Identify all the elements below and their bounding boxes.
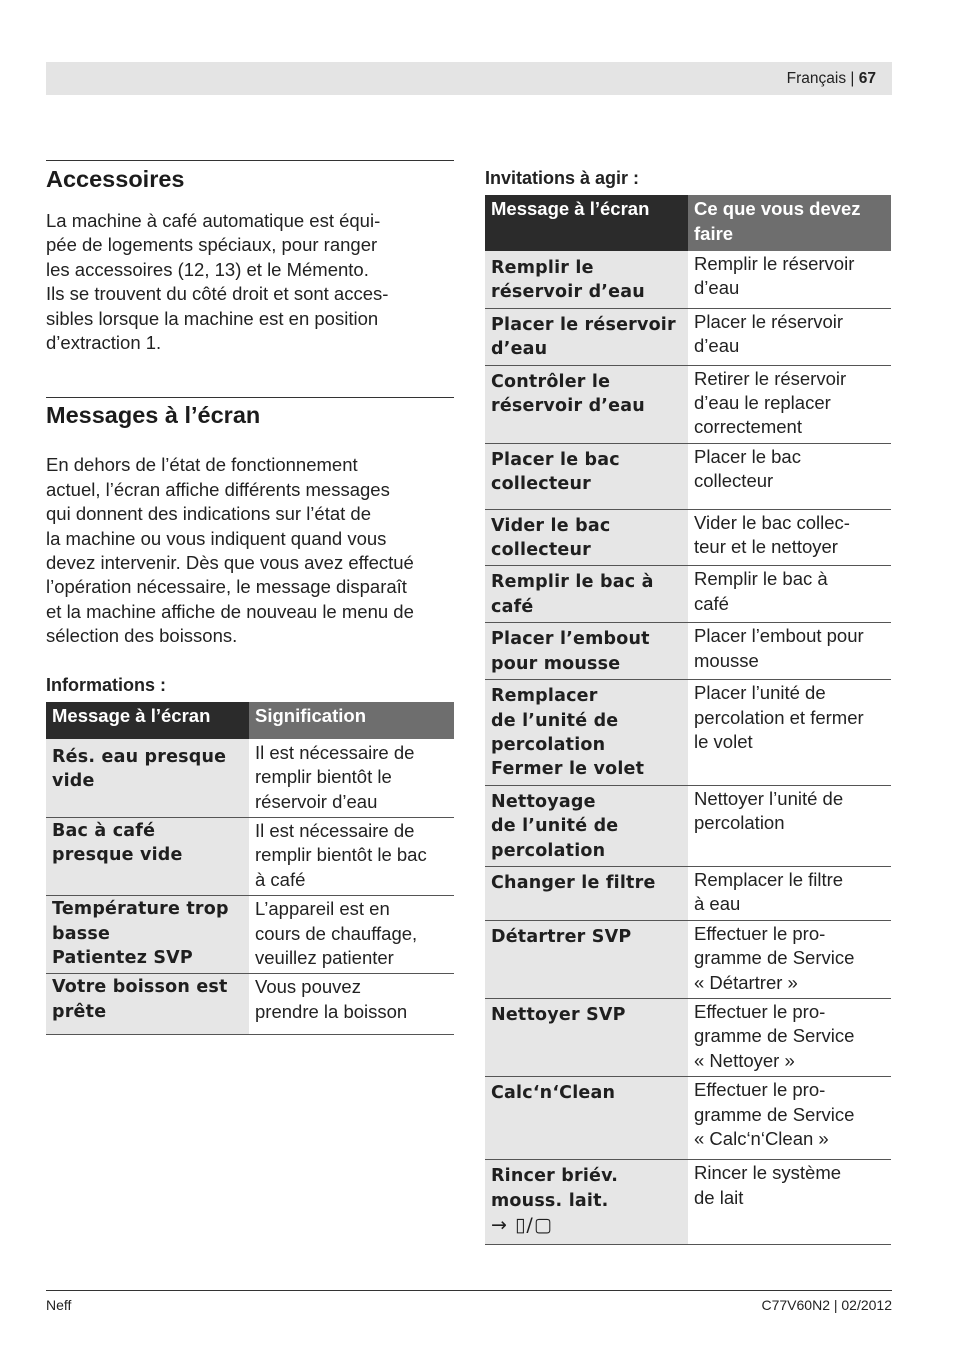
messages-title: Messages à l’écran bbox=[46, 402, 261, 429]
footer-brand: Neff bbox=[46, 1297, 72, 1313]
header-page-info bbox=[787, 70, 876, 88]
table-row bbox=[485, 866, 891, 920]
message-cell: Calc‘n‘Clean bbox=[485, 1077, 688, 1160]
message-cell: Rés. eau presque vide bbox=[46, 739, 249, 818]
table-row bbox=[485, 1160, 891, 1244]
section-divider bbox=[46, 397, 454, 398]
table-row bbox=[46, 974, 454, 1035]
footer-divider bbox=[46, 1290, 892, 1291]
informations-table bbox=[46, 702, 454, 1035]
action-cell: Placer le réservoir d’eau bbox=[688, 308, 891, 365]
header-language: Français bbox=[786, 70, 847, 87]
message-cell: Changer le filtre bbox=[485, 866, 688, 920]
message-cell: Votre boisson est prête bbox=[46, 974, 249, 1035]
column-header-message: Message à l’écran bbox=[46, 702, 249, 739]
table-row bbox=[485, 566, 891, 623]
action-cell: Remplacer le filtre à eau bbox=[688, 866, 891, 920]
column-header-action: Ce que vous devez faire bbox=[688, 195, 891, 251]
meaning-cell: L’appareil est en cours de chauffage, veuillez patienter bbox=[249, 896, 454, 974]
message-cell: Contrôler le réservoir d’eau bbox=[485, 365, 688, 443]
table-row bbox=[485, 365, 891, 443]
action-cell: Placer le bac collecteur bbox=[688, 443, 891, 509]
table-row bbox=[485, 998, 891, 1076]
informations-label: Informations : bbox=[46, 674, 166, 695]
table-row bbox=[485, 443, 891, 509]
action-cell: Vider le bac collec- teur et le nettoyer bbox=[688, 509, 891, 566]
table-row bbox=[46, 817, 454, 895]
message-cell: Remplir le bac à café bbox=[485, 566, 688, 623]
meaning-cell: Il est nécessaire de remplir bientôt le bac à café bbox=[249, 817, 454, 895]
action-cell: Effectuer le pro- gramme de Service « Détartrer » bbox=[688, 920, 891, 998]
section-divider bbox=[46, 160, 454, 161]
table-row bbox=[485, 251, 891, 308]
message-cell: Placer le réservoir d’eau bbox=[485, 308, 688, 365]
action-cell: Placer l’unité de percolation et fermer le volet bbox=[688, 680, 891, 786]
rinse-message-text: Rincer briév. mouss. lait. bbox=[491, 1166, 619, 1211]
accessories-title: Accessoires bbox=[46, 166, 185, 192]
message-cell: Remplir le réservoir d’eau bbox=[485, 251, 688, 308]
table-row bbox=[485, 680, 891, 786]
message-cell: Remplacer de l’unité de percolation Fermer le volet bbox=[485, 680, 688, 786]
table-header-row bbox=[46, 702, 454, 739]
table-row bbox=[46, 739, 454, 818]
message-cell: Bac à café presque vide bbox=[46, 817, 249, 895]
invitations-label: Invitations à agir : bbox=[485, 168, 640, 188]
message-cell: Vider le bac collecteur bbox=[485, 509, 688, 566]
table-row bbox=[485, 785, 891, 866]
table-row bbox=[485, 623, 891, 680]
action-cell: Effectuer le pro- gramme de Service « Calc‘n‘Clean » bbox=[688, 1077, 891, 1160]
table-row bbox=[485, 509, 891, 566]
footer-doc-ref: C77V60N2 | 02/2012 bbox=[761, 1297, 892, 1313]
meaning-cell: Vous pouvez prendre la boisson bbox=[249, 974, 454, 1035]
accessories-body: La machine à café automatique est équi- pée de logements spéciaux, pour ranger les accessoires (12, 13) et le Mémento. Ils se trouvent du côté droit et sont acces- sibles lorsque la machine est en position d’extraction 1. bbox=[46, 210, 389, 354]
message-cell: Placer l’embout pour mousse bbox=[485, 623, 688, 680]
action-cell: Nettoyer l’unité de percolation bbox=[688, 785, 891, 866]
table-row bbox=[485, 920, 891, 998]
message-cell bbox=[485, 1160, 688, 1244]
table-header-row bbox=[485, 195, 891, 251]
table-row bbox=[485, 308, 891, 365]
rinse-symbols: → ▯/▢ bbox=[491, 1214, 553, 1237]
message-cell: Nettoyer SVP bbox=[485, 998, 688, 1076]
page-number: 67 bbox=[858, 70, 876, 87]
message-cell: Détartrer SVP bbox=[485, 920, 688, 998]
action-cell: Placer l’embout pour mousse bbox=[688, 623, 891, 680]
message-cell: Placer le bac collecteur bbox=[485, 443, 688, 509]
action-cell: Retirer le réservoir d’eau le replacer correctement bbox=[688, 365, 891, 443]
action-cell: Effectuer le pro- gramme de Service « Nettoyer » bbox=[688, 998, 891, 1076]
table-row bbox=[46, 896, 454, 974]
meaning-cell: Il est nécessaire de remplir bientôt le réservoir d’eau bbox=[249, 739, 454, 818]
action-cell: Remplir le réservoir d’eau bbox=[688, 251, 891, 308]
left-column bbox=[46, 160, 454, 1035]
invitations-table bbox=[485, 195, 891, 1245]
header-separator: | bbox=[850, 70, 855, 87]
message-cell: Nettoyage de l’unité de percolation bbox=[485, 785, 688, 866]
action-cell: Rincer le système de lait bbox=[688, 1160, 891, 1244]
column-header-signification: Signification bbox=[249, 702, 454, 739]
header-bar bbox=[46, 62, 892, 95]
action-cell: Remplir le bac à café bbox=[688, 566, 891, 623]
table-row bbox=[485, 1077, 891, 1160]
right-column bbox=[485, 168, 891, 1245]
column-header-message: Message à l’écran bbox=[485, 195, 688, 251]
messages-body: En dehors de l’état de fonctionnement actuel, l’écran affiche différents messages qui donnent des indications sur l’état de la machine ou vous indiquent quand vous devez intervenir. Dès que vous avez effectué l’opération nécessaire, le message disparaît et la machine affiche de nouveau le menu de sélection des boissons. bbox=[46, 454, 414, 647]
message-cell: Température trop basse Patientez SVP bbox=[46, 896, 249, 974]
